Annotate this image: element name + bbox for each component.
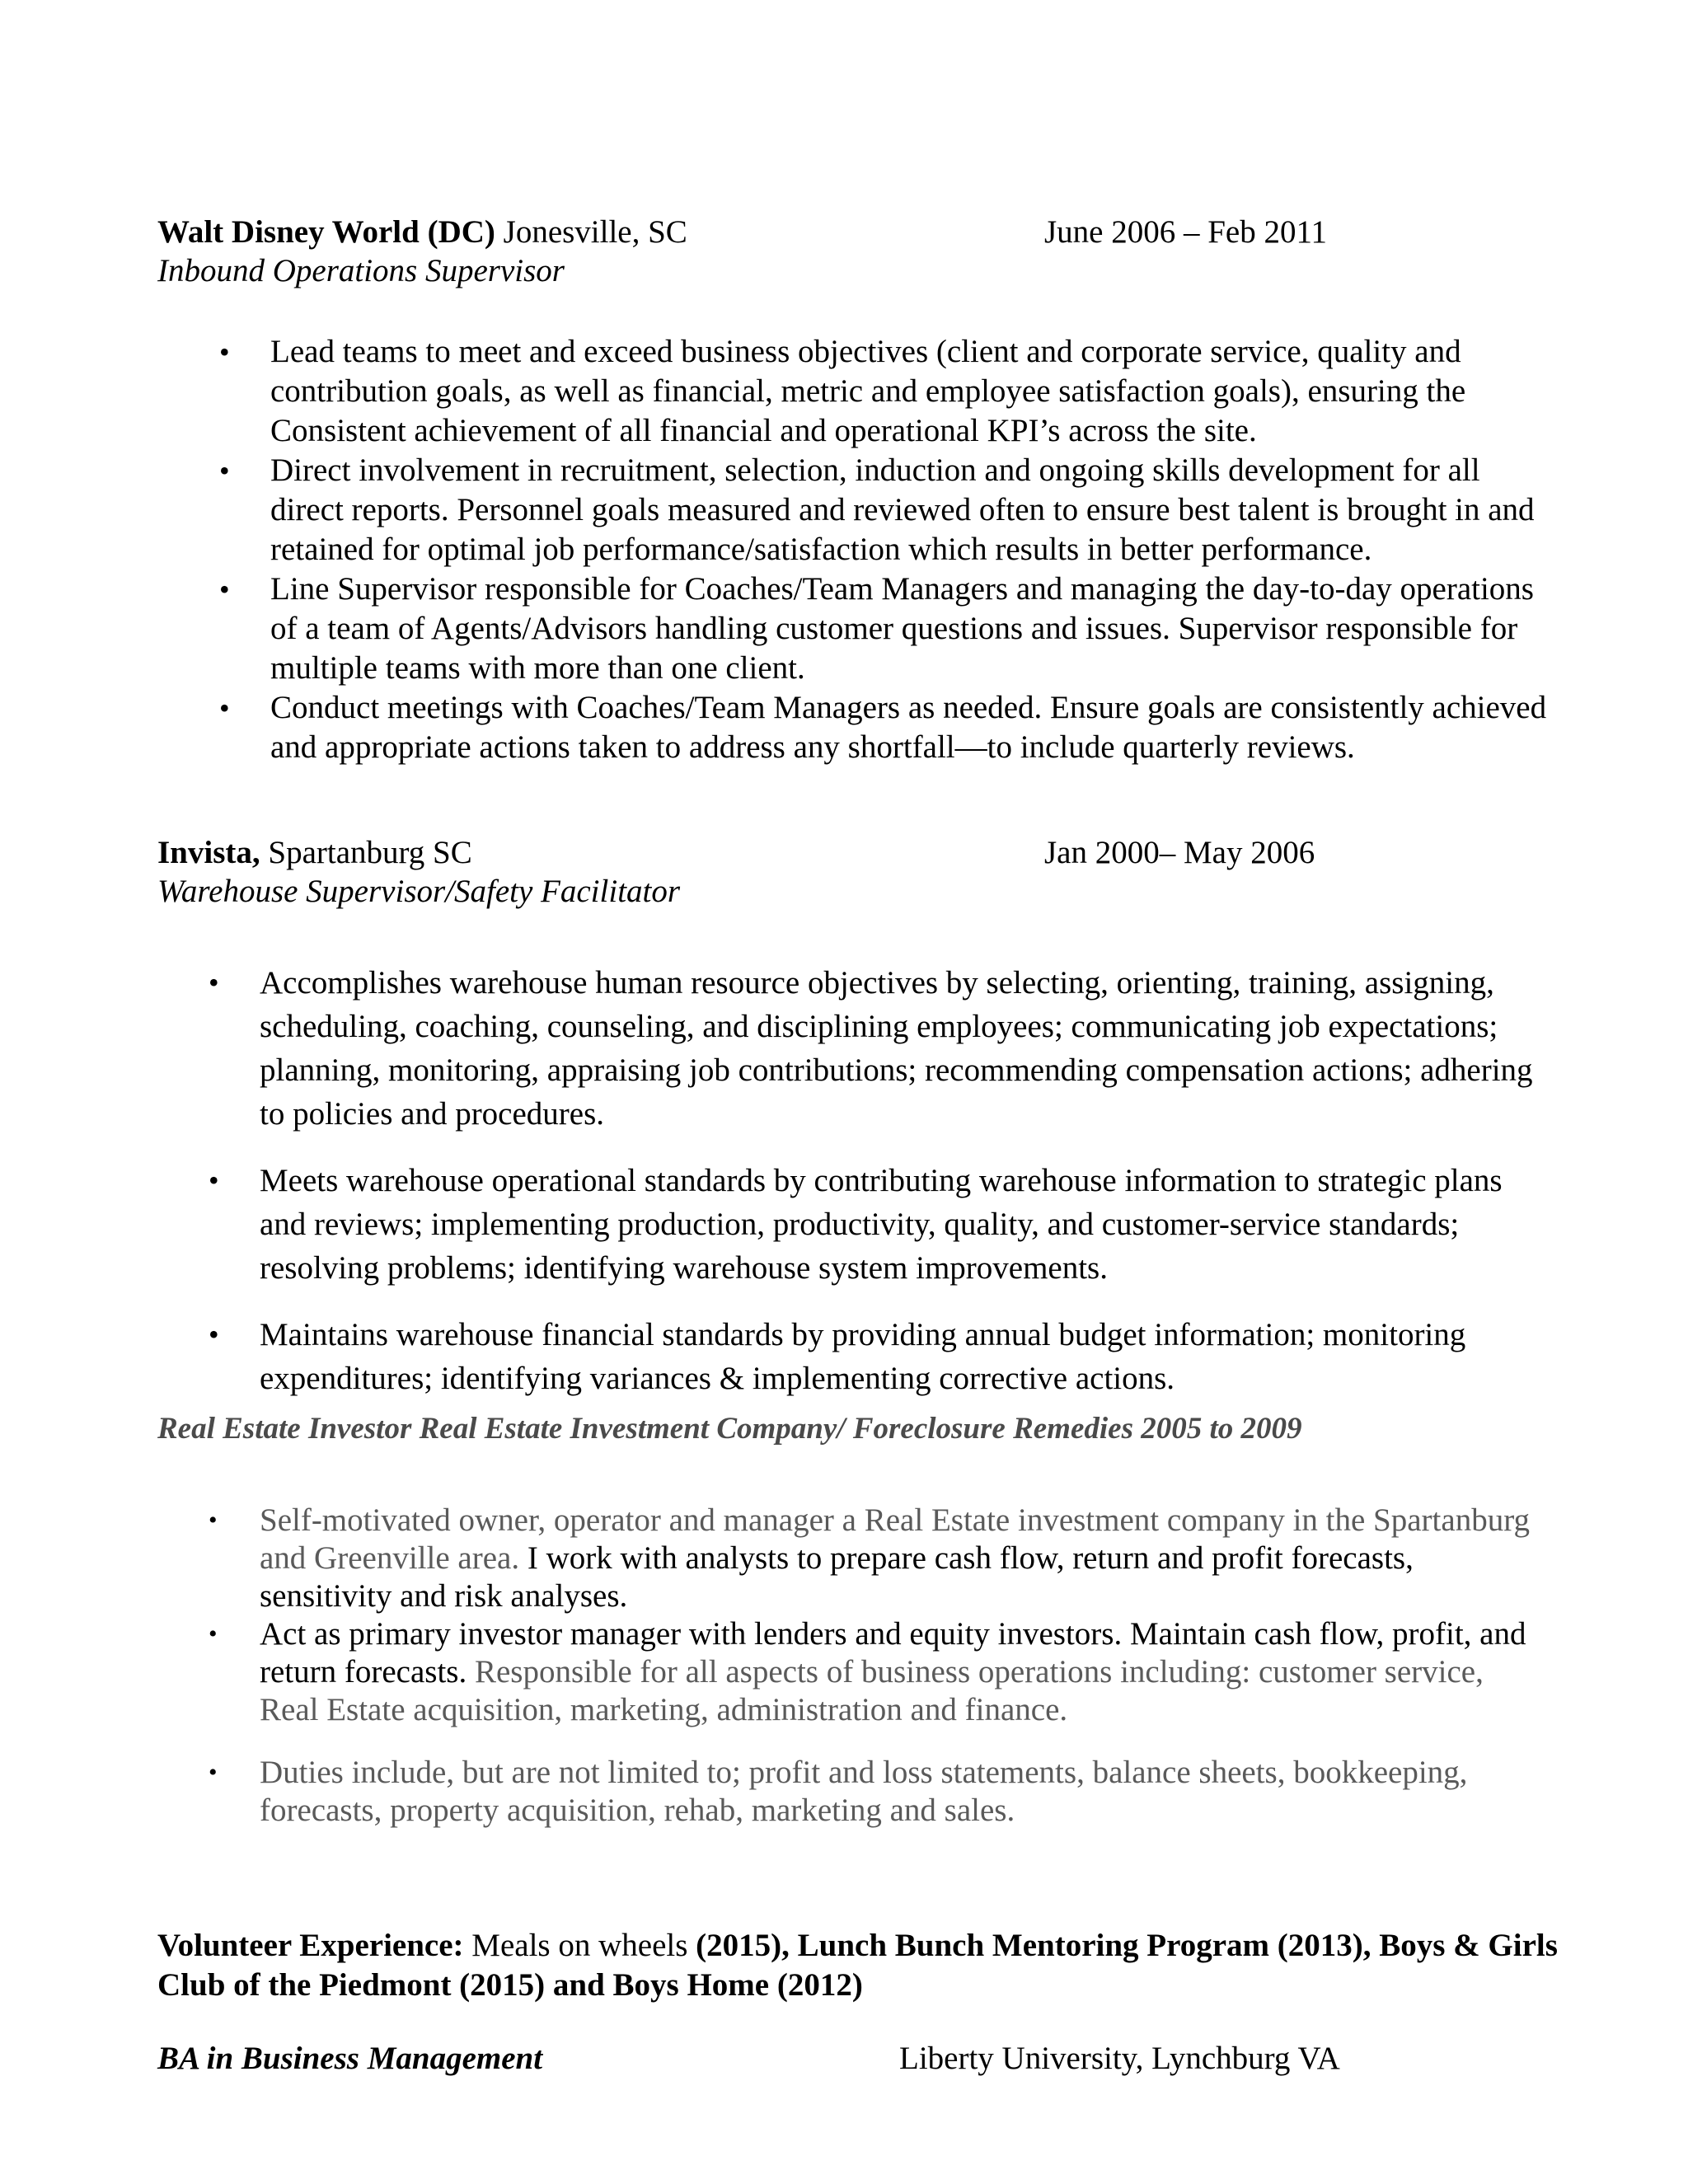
list-item: • Act as primary investor manager with lenders and equity investors. Maintain cash flow, profit, and return forecasts. Responsible for all aspects of business operations including: customer service, Real Estate acquisition, marketing, administration and finance. — [209, 1616, 1526, 1727]
job1-bullet-list — [219, 332, 1554, 767]
list-item: • Line Supervisor responsible for Coaches/Team Managers and managing the day-to-day operations of a team of Agents/Advisors handling customer questions and issues. Supervisor responsible for multiple teams with more than one client. — [219, 571, 1534, 686]
list-item: • Lead teams to meet and exceed business objectives (client and corporate service, quality and contribution goals, as well as financial, metric and employee satisfaction goals), ensuring the Consistent achievement of all financial and operational KPI’s across the site. — [219, 334, 1466, 448]
job2-company: Invista, — [157, 835, 260, 870]
job2-header — [157, 833, 472, 873]
list-item: • Conduct meetings with Coaches/Team Managers as needed. Ensure goals are consistently achieved and appropriate actions taken to address any shortfall—to include quarterly reviews. — [219, 690, 1547, 765]
list-item: • Accomplishes warehouse human resource objectives by selecting, orienting, training, assigning, scheduling, coaching, counseling, and disciplining employees; communicating job expectations; planning, monitoring, appraising job contributions; recommending compensation actions; adhering to policies and procedures. — [209, 961, 1544, 1136]
job1-company: Walt Disney World (DC) — [157, 214, 495, 250]
bullet-icon: • — [209, 1164, 219, 1197]
job2-title: Warehouse Supervisor/Safety Facilitator — [157, 874, 681, 909]
job1-header — [157, 213, 687, 252]
bullet-icon: • — [219, 335, 230, 368]
education-degree: BA in Business Management — [157, 2041, 543, 2076]
volunteer-label: Volunteer Experience: — [157, 1928, 464, 1963]
bullet-icon: • — [219, 454, 230, 487]
education-school: Liberty University, Lynchburg VA — [899, 2041, 1340, 2076]
list-item: • Duties include, but are not limited to; profit and loss statements, balance sheets, bookkeeping, forecasts, property acquisition, rehab, marketing and sales. — [209, 1755, 1468, 1828]
bullet-icon: • — [209, 1620, 218, 1647]
bullet-icon: • — [209, 1318, 219, 1351]
list-item: • Direct involvement in recruitment, selection, induction and ongoing skills development for all direct reports. Personnel goals measured and reviewed often to ensure best talent is brought in and retained for optimal job performance/satisfaction which results in better performance. — [219, 452, 1535, 567]
job3-bullet-list — [209, 1502, 1544, 1830]
volunteer-plain: Meals on wheels — [463, 1928, 696, 1963]
job1-dates: June 2006 – Feb 2011 — [1044, 214, 1328, 250]
job1-title: Inbound Operations Supervisor — [157, 253, 565, 288]
volunteer-section — [157, 1926, 1559, 2005]
bullet-icon: • — [209, 1759, 218, 1786]
job3-title: Real Estate Investor Real Estate Investment Company/ Foreclosure Remedies 2005 to 2009 — [157, 1412, 1302, 1446]
list-item: • Self-motivated owner, operator and manager a Real Estate investment company in the Spartanburg and Greenville area. I work with analysts to prepare cash flow, return and profit forecasts, sensitivity and risk analyses. — [209, 1502, 1530, 1614]
bullet-icon: • — [209, 966, 219, 999]
list-item: • Meets warehouse operational standards by contributing warehouse information to strategic plans and reviews; implementing production, productivity, quality, and customer-service standards; resolving problems; identifying warehouse system improvements. — [209, 1159, 1544, 1290]
bullet-icon: • — [209, 1507, 218, 1534]
volunteer-list: (2015), Lunch Bunch Mentoring Program (2013), Boys & Girls Club of the Piedmont (2015) and Boys Home (2012) — [157, 1928, 1558, 2003]
bullet-icon: • — [219, 573, 230, 606]
job2-location: Spartanburg SC — [260, 835, 472, 870]
job2-dates: Jan 2000– May 2006 — [1044, 835, 1315, 870]
list-item: • Maintains warehouse financial standards by providing annual budget information; monitoring expenditures; identifying variances & implementing corrective actions. — [209, 1313, 1544, 1400]
bullet-icon: • — [219, 691, 230, 724]
job1-location: Jonesville, SC — [495, 214, 687, 250]
job2-bullet-list — [209, 961, 1544, 1423]
